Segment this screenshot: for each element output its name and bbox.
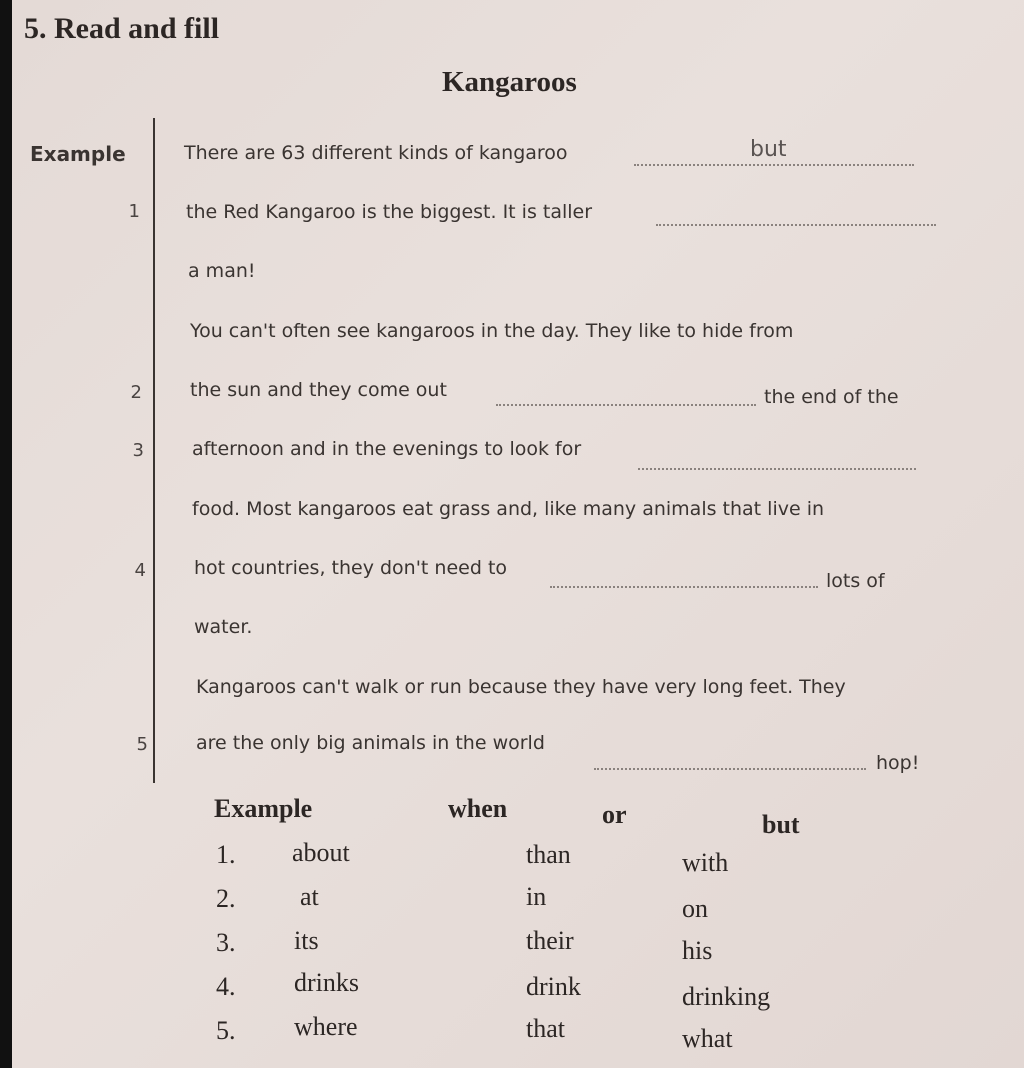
option-row-2-a: at — [300, 882, 319, 911]
option-row-3-b: their — [526, 926, 574, 955]
option-row-4-a: drinks — [294, 968, 359, 997]
passage-line-3: afternoon and in the evenings to look for — [192, 438, 582, 460]
example-blank — [634, 164, 914, 166]
gap-4-blank[interactable] — [550, 586, 818, 588]
option-row-5-a: where — [294, 1012, 358, 1041]
option-row-1-num: 1. — [216, 840, 236, 869]
passage-line-5: are the only big animals in the world — [196, 732, 545, 754]
options-example-b: or — [602, 800, 627, 829]
gap-2-blank[interactable] — [496, 404, 756, 406]
gap-number-1: 1 — [128, 201, 140, 222]
options-example-a: when — [448, 794, 508, 823]
gap-number-2: 2 — [130, 382, 142, 403]
passage-line-4: hot countries, they don't need to — [194, 557, 508, 579]
worksheet-page — [12, 0, 1024, 1068]
options-example-c: but — [762, 810, 800, 839]
passage-line-example: There are 63 different kinds of kangaroo — [184, 142, 568, 164]
passage-line-4c: water. — [194, 616, 253, 638]
option-row-4-num: 4. — [216, 972, 236, 1001]
option-row-1-b: than — [526, 840, 571, 869]
option-row-3-num: 3. — [216, 928, 236, 957]
option-row-4-c: drinking — [682, 982, 771, 1011]
option-row-3-c: his — [682, 936, 713, 965]
options-example-label: Example — [214, 794, 313, 823]
example-answer: but — [750, 137, 787, 162]
example-label: Example — [30, 142, 126, 166]
section-title: 5. Read and fill — [24, 12, 220, 45]
option-row-5-c: what — [682, 1024, 733, 1053]
margin-rule — [153, 118, 155, 783]
passage-line-5b: hop! — [876, 752, 920, 774]
gap-3-blank[interactable] — [638, 468, 916, 470]
passage-line-2b: the end of the — [764, 386, 899, 408]
option-row-1-c: with — [682, 848, 729, 877]
gap-number-5: 5 — [136, 734, 148, 755]
gap-1-blank[interactable] — [656, 224, 936, 226]
passage-line-1: the Red Kangaroo is the biggest. It is taller — [186, 201, 593, 223]
passage-line-2: the sun and they come out — [190, 379, 447, 401]
story-title: Kangaroos — [442, 66, 577, 98]
gap-number-4: 4 — [134, 560, 146, 581]
option-row-1-a: about — [292, 838, 350, 867]
option-row-5-num: 5. — [216, 1016, 236, 1045]
option-row-3-a: its — [294, 926, 319, 955]
option-row-2-c: on — [682, 894, 708, 923]
passage-line-para2: You can't often see kangaroos in the day. They like to hide from — [190, 320, 794, 342]
option-row-4-b: drink — [526, 972, 581, 1001]
gap-5-blank[interactable] — [594, 768, 866, 770]
passage-line-3b: food. Most kangaroos eat grass and, like many animals that live in — [192, 498, 825, 520]
option-row-2-b: in — [526, 882, 547, 911]
passage-line-para3: Kangaroos can't walk or run because they have very long feet. They — [196, 676, 846, 698]
option-row-2-num: 2. — [216, 884, 236, 913]
passage-line-4b: lots of — [826, 570, 885, 592]
passage-line-1b: a man! — [188, 260, 256, 282]
gap-number-3: 3 — [132, 440, 144, 461]
option-row-5-b: that — [526, 1014, 565, 1043]
